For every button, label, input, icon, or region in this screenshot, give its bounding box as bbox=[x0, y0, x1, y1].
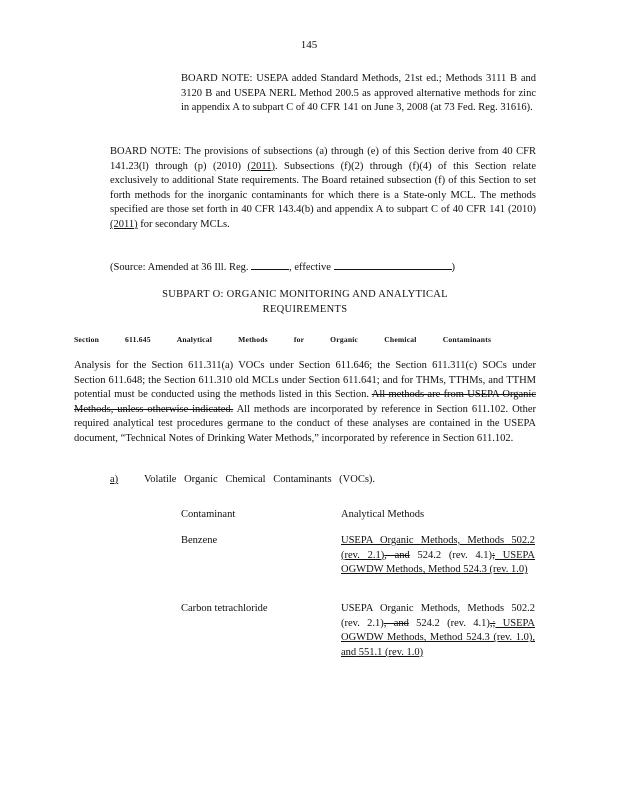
method-text: USEPA Organic Methods, Methods 502.2 (rev. 2.1) bbox=[341, 603, 535, 629]
source-prefix: (Source: Amended at 36 Ill. Reg. bbox=[110, 262, 249, 273]
board-note-text-c: for secondary MCLs. bbox=[137, 218, 230, 230]
section-title: Analytical Methods for Organic Chemical Contaminants bbox=[176, 335, 492, 344]
board-note-text-b: . Subsections (f)(2) through (f)(4) of this Section relate exclusively to additional State requirements. The Board retained subsection (f) of this Section to set forth methods for the inorganic contaminants for which there is a State-only MCL. The methods specified are those set forth in 40 CFR 143.4(b) and appendix A to subpart C of 40 CFR 141 (2010) bbox=[110, 160, 536, 216]
board-note-text-a: BOARD NOTE: The provisions of subsections (a) through (e) of this Section derive from 40 CFR 141.23(l) through (p) (2010) bbox=[110, 146, 536, 172]
amended-text: ,; bbox=[489, 617, 496, 629]
contaminant-name: Carbon tetrachloride bbox=[181, 603, 268, 614]
subpart-heading-line2: REQUIREMENTS bbox=[262, 303, 348, 315]
contaminant-name: Benzene bbox=[181, 535, 218, 546]
inserted-method: USEPA OGWDW Methods, Method 524.3 (rev. 1.0) bbox=[341, 549, 536, 576]
body-text-b: All methods are incorporated by reference in Section 611.102. Other required analytical test procedures germane to the conduct of these analyses are contained in the USEPA document, “Technical Notes of Drinking Water Methods,” incorporated by reference in Section 611.102. bbox=[74, 403, 536, 444]
method-list bbox=[341, 602, 535, 660]
column-header-methods: Analytical Methods bbox=[341, 509, 425, 520]
deleted-text: All methods are from USEPA Organic Methods, unless otherwise indicated. bbox=[74, 389, 536, 415]
amended-text: , and bbox=[383, 617, 409, 629]
amended-text: ; bbox=[492, 549, 495, 561]
inserted-method: 551.1 (rev. 1.0) bbox=[356, 646, 424, 658]
body-text-a: Analysis for the Section 611.311(a) VOCs under Section 611.646; the Section 611.311(c) SOCs under Section 611.648; the Section 611.310 old MCLs under Section 611.641; and for THMs, TTHMs, and TTHM potential must be conducted using the methods listed in this Section. bbox=[74, 360, 536, 401]
inserted-method: , and bbox=[341, 632, 535, 658]
method-text: USEPA Organic Methods, Methods 502.2 (rev. 2.1) bbox=[341, 535, 535, 561]
body-paragraph bbox=[74, 359, 536, 447]
subsection-title: Volatile Organic Chemical Contaminants (VOCs). bbox=[144, 474, 376, 485]
column-header-contaminant: Contaminant bbox=[181, 509, 236, 520]
page-number: 145 bbox=[300, 39, 318, 51]
inserted-year: (2011) bbox=[247, 160, 275, 172]
section-heading bbox=[74, 333, 536, 348]
effective-date-blank bbox=[334, 259, 452, 270]
amended-text: , and bbox=[384, 549, 410, 561]
inserted-method: USEPA OGWDW Methods, Method 524.3 (rev. 1.0) bbox=[341, 617, 536, 644]
method-list bbox=[341, 534, 535, 578]
subpart-heading-line1: SUBPART O: ORGANIC MONITORING AND ANALYTICAL bbox=[162, 289, 448, 300]
source-line bbox=[110, 259, 536, 276]
source-suffix: ) bbox=[451, 262, 456, 273]
section-number: 611.645 bbox=[125, 335, 151, 344]
voc-methods-table bbox=[181, 508, 535, 668]
section-label: Section bbox=[74, 335, 100, 344]
board-note-zinc: BOARD NOTE: USEPA added Standard Methods, 21st ed.; Methods 3111 B and 3120 B and USEPA NERL Method 200.5 as approved alternative methods for zinc in appendix A to subpart C of 40 CFR 141 on June 3, 2008 (at 73 Fed. Reg. 31616). bbox=[181, 73, 536, 114]
board-note-provisions bbox=[110, 145, 536, 233]
register-page-blank bbox=[251, 259, 289, 270]
subpart-heading bbox=[110, 288, 500, 317]
method-text: 524.2 (rev. 4.1) bbox=[409, 549, 493, 561]
inserted-year: (2011) bbox=[110, 218, 138, 230]
method-text: 524.2 (rev. 4.1) bbox=[408, 617, 490, 629]
source-mid: , effective bbox=[289, 262, 331, 273]
subsection-label: a) bbox=[110, 474, 119, 485]
subsection-a-heading bbox=[110, 473, 536, 488]
